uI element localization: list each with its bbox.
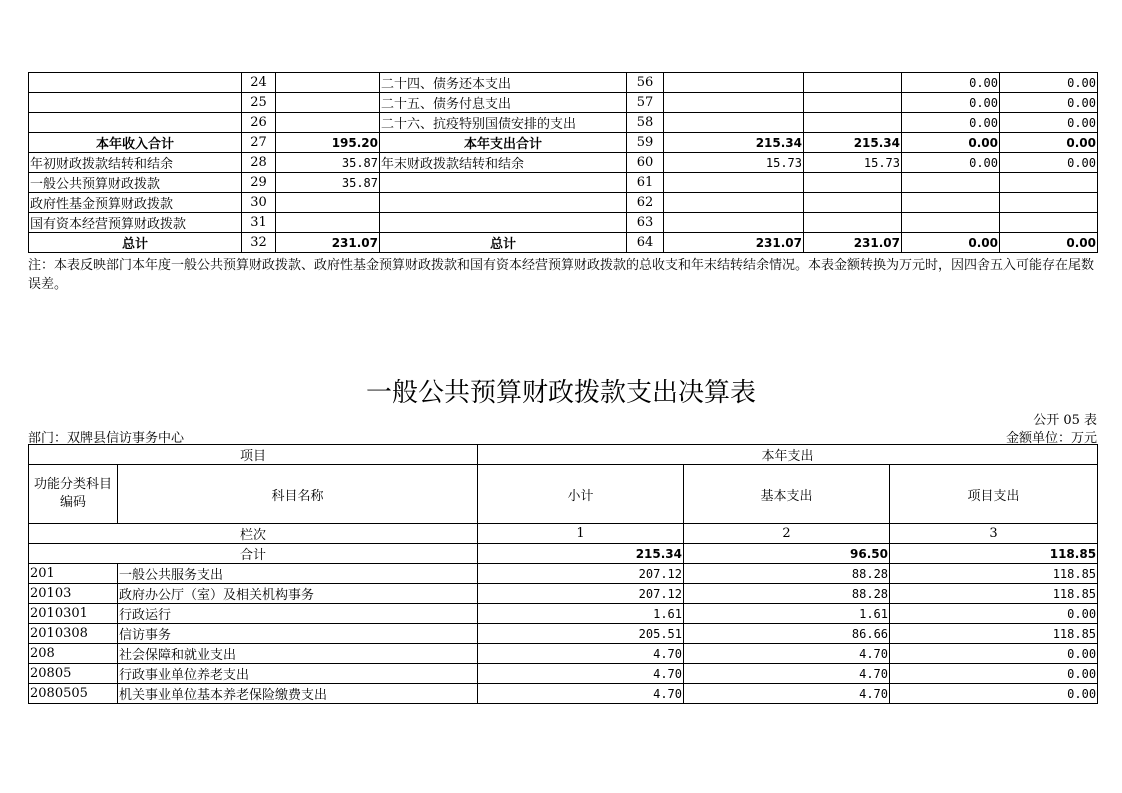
income-amount: 35.87 — [276, 153, 380, 173]
expense-general — [804, 193, 902, 213]
income-amount — [276, 193, 380, 213]
basic-amount: 1.61 — [684, 604, 890, 624]
project-amount: 0.00 — [890, 684, 1098, 704]
income-expenditure-body — [29, 73, 1098, 253]
table-row — [29, 564, 1098, 584]
basic-amount: 4.70 — [684, 684, 890, 704]
expense-total: 215.34 — [664, 133, 804, 153]
subject-code: 208 — [29, 644, 118, 664]
total-row — [29, 544, 1098, 564]
subject-name: 政府办公厅（室）及相关机构事务 — [118, 584, 478, 604]
expense-total — [664, 73, 804, 93]
expense-capital — [1000, 213, 1098, 233]
table-row — [29, 584, 1098, 604]
expense-line-no: 56 — [627, 73, 664, 93]
expense-fund — [902, 193, 1000, 213]
expense-fund: 0.00 — [902, 153, 1000, 173]
table-code: 公开 05 表 — [1033, 413, 1097, 428]
subject-code: 2010301 — [29, 604, 118, 624]
expense-capital: 0.00 — [1000, 153, 1098, 173]
expense-capital: 0.00 — [1000, 93, 1098, 113]
basic-amount: 4.70 — [684, 664, 890, 684]
basic-amount: 86.66 — [684, 624, 890, 644]
table-row — [29, 153, 1098, 173]
total-subtotal: 215.34 — [478, 544, 684, 564]
expense-fund: 0.00 — [902, 233, 1000, 253]
expense-item — [380, 213, 627, 233]
subject-name: 行政运行 — [118, 604, 478, 624]
income-line-no: 25 — [242, 93, 276, 113]
expense-general — [804, 213, 902, 233]
income-line-no: 31 — [242, 213, 276, 233]
expense-general — [804, 73, 902, 93]
subject-code: 201 — [29, 564, 118, 584]
table-row — [29, 624, 1098, 644]
income-item: 年初财政拨款结转和结余 — [29, 153, 242, 173]
header-current-year: 本年支出 — [478, 445, 1098, 465]
page-title: 一般公共预算财政拨款支出决算表 — [365, 378, 756, 408]
income-item: 本年收入合计 — [29, 133, 242, 153]
expense-item: 总计 — [380, 233, 627, 253]
income-line-no: 26 — [242, 113, 276, 133]
subject-name: 一般公共服务支出 — [118, 564, 478, 584]
subject-name: 社会保障和就业支出 — [118, 644, 478, 664]
header-func-code: 功能分类科目编码 — [29, 465, 118, 524]
header-project: 项目 — [29, 445, 478, 465]
header-subject-name: 科目名称 — [118, 465, 478, 524]
expense-line-no: 63 — [627, 213, 664, 233]
header-col3: 3 — [890, 524, 1098, 544]
expense-total: 15.73 — [664, 153, 804, 173]
expense-general: 15.73 — [804, 153, 902, 173]
project-amount: 118.85 — [890, 584, 1098, 604]
expense-capital — [1000, 173, 1098, 193]
expense-fund — [902, 173, 1000, 193]
expense-line-no: 59 — [627, 133, 664, 153]
expense-line-no: 60 — [627, 153, 664, 173]
expense-capital: 0.00 — [1000, 233, 1098, 253]
subtotal-amount: 4.70 — [478, 664, 684, 684]
income-line-no: 29 — [242, 173, 276, 193]
table-row — [29, 173, 1098, 193]
subject-name: 信访事务 — [118, 624, 478, 644]
expense-line-no: 62 — [627, 193, 664, 213]
table-row — [29, 644, 1098, 664]
header-col1: 1 — [478, 524, 684, 544]
amount-unit-label: 金额单位：万元 — [1005, 431, 1097, 446]
income-item — [29, 93, 242, 113]
expense-total — [664, 193, 804, 213]
header-subtotal: 小计 — [478, 465, 684, 524]
income-amount: 231.07 — [276, 233, 380, 253]
income-amount — [276, 93, 380, 113]
expenditure-table — [28, 444, 1098, 704]
basic-amount: 88.28 — [684, 584, 890, 604]
table-row — [29, 233, 1098, 253]
income-expenditure-table — [28, 72, 1098, 253]
income-amount — [276, 213, 380, 233]
subtotal-amount: 1.61 — [478, 604, 684, 624]
table-row — [29, 73, 1098, 93]
department-label: 部门：双牌县信访事务中心 — [28, 431, 185, 446]
expense-line-no: 61 — [627, 173, 664, 193]
expenditure-body — [29, 564, 1098, 704]
expense-item: 二十五、债务付息支出 — [380, 93, 627, 113]
subtotal-amount: 205.51 — [478, 624, 684, 644]
basic-amount: 88.28 — [684, 564, 890, 584]
header-basic: 基本支出 — [684, 465, 890, 524]
total-basic: 96.50 — [684, 544, 890, 564]
expense-fund: 0.00 — [902, 113, 1000, 133]
table-row — [29, 193, 1098, 213]
subject-code: 2080505 — [29, 684, 118, 704]
expense-general — [804, 113, 902, 133]
project-amount: 0.00 — [890, 604, 1098, 624]
income-item: 国有资本经营预算财政拨款 — [29, 213, 242, 233]
table-row — [29, 604, 1098, 624]
table-row — [29, 664, 1098, 684]
expense-fund: 0.00 — [902, 73, 1000, 93]
expense-item: 二十六、抗疫特别国债安排的支出 — [380, 113, 627, 133]
subtotal-amount: 207.12 — [478, 584, 684, 604]
expense-item: 本年支出合计 — [380, 133, 627, 153]
subject-code: 20103 — [29, 584, 118, 604]
income-line-no: 28 — [242, 153, 276, 173]
expense-item: 年末财政拨款结转和结余 — [380, 153, 627, 173]
income-item: 政府性基金预算财政拨款 — [29, 193, 242, 213]
expense-general: 215.34 — [804, 133, 902, 153]
expense-total — [664, 213, 804, 233]
expense-line-no: 57 — [627, 93, 664, 113]
expense-line-no: 58 — [627, 113, 664, 133]
expense-capital — [1000, 193, 1098, 213]
income-item — [29, 73, 242, 93]
table-row — [29, 133, 1098, 153]
expense-fund: 0.00 — [902, 133, 1000, 153]
income-item: 一般公共预算财政拨款 — [29, 173, 242, 193]
expense-total — [664, 93, 804, 113]
subtotal-amount: 4.70 — [478, 644, 684, 664]
expense-total: 231.07 — [664, 233, 804, 253]
basic-amount: 4.70 — [684, 644, 890, 664]
header-col2: 2 — [684, 524, 890, 544]
income-line-no: 24 — [242, 73, 276, 93]
table-row — [29, 93, 1098, 113]
table-row — [29, 213, 1098, 233]
header-row-3 — [29, 524, 1098, 544]
header-col-label: 栏次 — [29, 524, 478, 544]
subtotal-amount: 4.70 — [478, 684, 684, 704]
table-row — [29, 113, 1098, 133]
expense-general — [804, 93, 902, 113]
project-amount: 0.00 — [890, 644, 1098, 664]
project-amount: 118.85 — [890, 564, 1098, 584]
expense-item — [380, 173, 627, 193]
project-amount: 118.85 — [890, 624, 1098, 644]
subject-code: 2010308 — [29, 624, 118, 644]
subject-code: 20805 — [29, 664, 118, 684]
expense-general: 231.07 — [804, 233, 902, 253]
income-amount: 195.20 — [276, 133, 380, 153]
expense-general — [804, 173, 902, 193]
project-amount: 0.00 — [890, 664, 1098, 684]
expense-capital: 0.00 — [1000, 73, 1098, 93]
income-amount: 35.87 — [276, 173, 380, 193]
income-line-no: 30 — [242, 193, 276, 213]
income-line-no: 27 — [242, 133, 276, 153]
expense-fund — [902, 213, 1000, 233]
total-label: 合计 — [29, 544, 478, 564]
header-row-2 — [29, 465, 1098, 524]
expense-line-no: 64 — [627, 233, 664, 253]
subject-name: 机关事业单位基本养老保险缴费支出 — [118, 684, 478, 704]
header-project-exp: 项目支出 — [890, 465, 1098, 524]
expense-total — [664, 113, 804, 133]
expense-fund: 0.00 — [902, 93, 1000, 113]
expense-total — [664, 173, 804, 193]
income-amount — [276, 73, 380, 93]
income-line-no: 32 — [242, 233, 276, 253]
expense-capital: 0.00 — [1000, 113, 1098, 133]
income-amount — [276, 113, 380, 133]
table-note: 注：本表反映部门本年度一般公共预算财政拨款、政府性基金预算财政拨款和国有资本经营预算财政拨款的总收支和年末结转结余情况。本表金额转换为万元时，因四舍五入可能存在尾数误差。 — [28, 258, 1095, 292]
subtotal-amount: 207.12 — [478, 564, 684, 584]
expense-item: 二十四、债务还本支出 — [380, 73, 627, 93]
subject-name: 行政事业单位养老支出 — [118, 664, 478, 684]
expense-item — [380, 193, 627, 213]
income-item: 总计 — [29, 233, 242, 253]
expense-capital: 0.00 — [1000, 133, 1098, 153]
income-item — [29, 113, 242, 133]
header-row-1 — [29, 445, 1098, 465]
table-row — [29, 684, 1098, 704]
total-project: 118.85 — [890, 544, 1098, 564]
